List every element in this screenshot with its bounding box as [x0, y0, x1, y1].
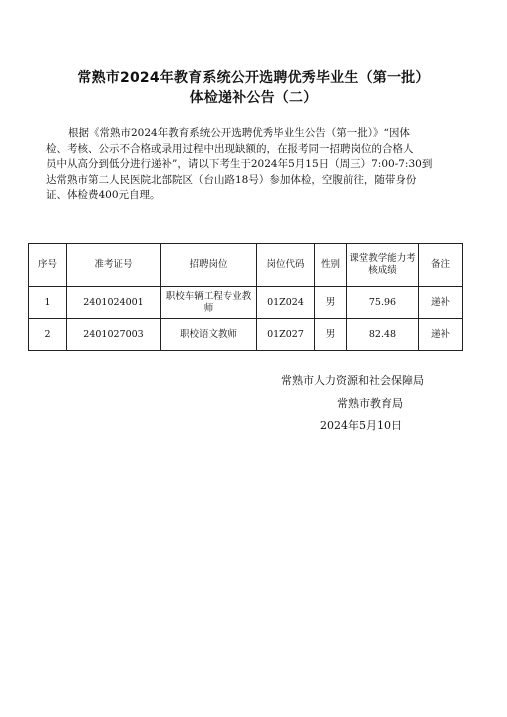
signature-org-education: 常熟市教育局	[337, 397, 403, 410]
table-row	[29, 319, 463, 351]
header-position: 招聘岗位	[161, 244, 257, 287]
body-line: 证、体检费400元自理。	[46, 189, 161, 201]
header-exam-no: 准考证号	[67, 244, 161, 287]
cell-code: 01Z024	[257, 287, 315, 319]
cell-seq: 2	[29, 319, 67, 351]
body-line: 员中从高分到低分进行递补”，请以下考生于2024年5月15日（周三）7:00-7:30到	[46, 158, 433, 170]
header-code: 岗位代码	[257, 244, 315, 287]
cell-gender: 男	[315, 287, 347, 319]
cell-exam-no: 2401027003	[67, 319, 161, 351]
cell-code: 01Z027	[257, 319, 315, 351]
cell-position: 职校车辆工程专业教师	[161, 287, 257, 319]
cell-score: 82.48	[347, 319, 419, 351]
cell-exam-no: 2401024001	[67, 287, 161, 319]
header-score: 课堂教学能力考核成绩	[347, 244, 419, 287]
cell-gender: 男	[315, 319, 347, 351]
header-seq: 序号	[29, 244, 67, 287]
table-header-row	[29, 244, 463, 287]
body-line: 根据《常熟市2024年教育系统公开选聘优秀毕业生公告（第一批）》“因体	[68, 127, 410, 139]
body-line: 检、考核、公示不合格或录用过程中出现缺额的，在报考同一招聘岗位的合格人	[46, 142, 414, 155]
candidate-table	[28, 243, 463, 351]
announcement-title-line2: 体检递补公告（二）	[189, 90, 318, 106]
body-line: 达常熟市第二人民医院北部院区（台山路18号）参加体检，空腹前往，随带身份	[46, 173, 417, 186]
cell-score: 75.96	[347, 287, 419, 319]
announcement-body	[46, 126, 466, 204]
header-remark: 备注	[419, 244, 463, 287]
announcement-title-line1: 常熟市2024年教育系统公开选聘优秀毕业生（第一批）	[77, 70, 430, 86]
cell-remark: 递补	[419, 287, 463, 319]
cell-seq: 1	[29, 287, 67, 319]
cell-position: 职校语文教师	[161, 319, 257, 351]
table-row	[29, 287, 463, 319]
signature-date: 2024年5月10日	[320, 419, 402, 432]
cell-remark: 递补	[419, 319, 463, 351]
signature-org-hr: 常熟市人力资源和社会保障局	[281, 374, 424, 387]
header-gender: 性别	[315, 244, 347, 287]
